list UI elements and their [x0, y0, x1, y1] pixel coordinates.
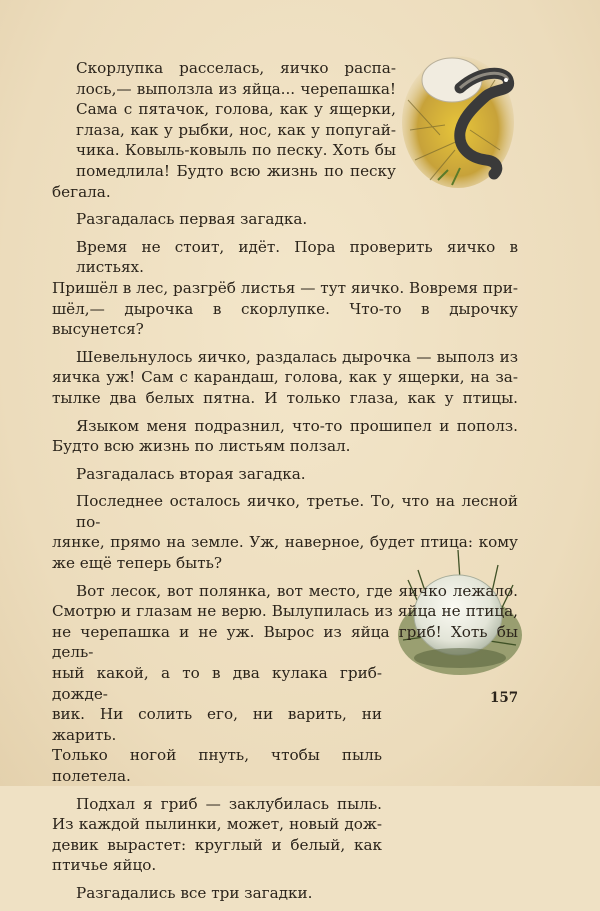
text-line: бегала.: [52, 182, 111, 201]
text-line: вик. Ни солить его, ни варить, ни жарить.: [52, 705, 382, 744]
text-line: Разгадалась первая загадка.: [76, 210, 308, 229]
text-line: тылке два белых пятна. И только глаза, как у птицы.: [52, 388, 518, 407]
text-line: помедлила! Будто всю жизнь по песку: [76, 161, 396, 180]
text-line: Сама с пятачок, голова, как у ящерки,: [76, 100, 396, 119]
paragraph-2: [76, 209, 518, 230]
text-line: Время не стоит, идёт. Пора проверить яичко в листьях.: [76, 237, 518, 277]
text-line: чика. Ковыль-ковыль по песку. Хоть бы: [76, 141, 396, 160]
text-line: Только ногой пнуть, чтобы пыль полетела.: [52, 746, 382, 785]
text-line: Шевельнулось яичко, раздалась дырочка — выполз из: [76, 347, 518, 366]
text-line: Скорлупка расселась, яичко распа-: [76, 59, 396, 77]
text-line: Будто всю жизнь по листьям ползал.: [52, 437, 351, 456]
text-line: птичье яйцо.: [52, 856, 157, 875]
paragraph-5: [52, 416, 518, 457]
page-number: 157: [490, 690, 519, 706]
text-line: же ещё теперь быть?: [52, 554, 223, 573]
paragraph-4: [52, 347, 518, 409]
text-line: Пришёл в лес, разгрёб листья — тут яичко. Вовремя при-: [52, 278, 518, 297]
paragraph-1: [52, 58, 396, 202]
paragraph-7: [52, 491, 518, 573]
text-line: Последнее осталось яичко, третье. То, что на лесной по-: [76, 492, 518, 531]
text-line: шёл,— дырочка в скорлупке. Что-то в дырочку высунется?: [52, 299, 518, 339]
paragraph-9: [52, 794, 518, 876]
text-line: яичка уж! Сам с карандаш, голова, как у ящерки, на за-: [52, 368, 518, 387]
text-line: лось,— выползла из яйца... черепашка!: [76, 79, 396, 98]
text-line: глаза, как у рыбки, нос, как у попугай-: [76, 120, 396, 139]
paragraph-6: [76, 464, 518, 485]
text-line: Вот лесок, вот полянка, вот место, где яичко лежало.: [76, 581, 518, 600]
paragraph-8: [52, 581, 518, 787]
text-line: Подхал я гриб — заклубилась пыль.: [76, 794, 382, 813]
paragraph-10: [76, 883, 518, 904]
text-line: ный какой, а то в два кулака гриб-дожде-: [52, 664, 382, 703]
text-line: девик вырастет: круглый и белый, как: [52, 835, 382, 854]
text-line: не черепашка и не уж. Вырос из яйца гриб! Хоть бы дель-: [52, 622, 518, 662]
paragraph-3: [52, 237, 518, 340]
text-line: Смотрю и глазам не верю. Вылупилась из яйца не птица,: [52, 602, 518, 621]
text-line: Разгадалась вторая загадка.: [76, 464, 306, 483]
text-line: лянке, прямо на земле. Уж, наверное, будет птица: кому: [52, 533, 518, 552]
story-text: [52, 58, 518, 911]
text-line: Из каждой пылинки, может, новый дож-: [52, 815, 382, 834]
text-line: Языком меня подразнил, что-то прошипел и пополз.: [76, 416, 518, 435]
text-line: Разгадались все три загадки.: [76, 883, 313, 902]
